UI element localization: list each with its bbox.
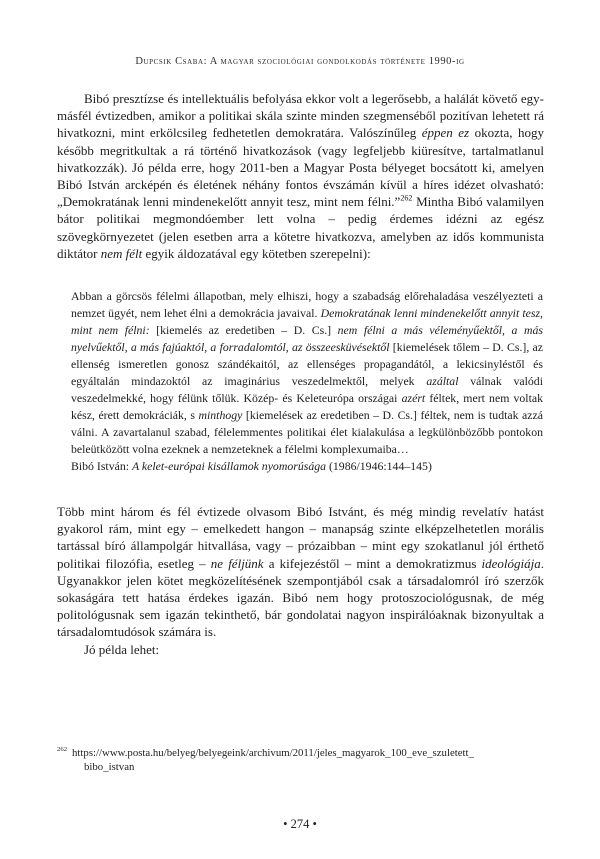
page-body <box>57 90 544 658</box>
footnote <box>57 746 556 774</box>
paragraph: Jó példa lehet: <box>84 641 160 657</box>
quote-text: Abban a görcsös félelmi állapotban, mely elhiszi, hogy a szabadság előrehaladása veszélyezteti a nemzet ügyét, nem lehet élni a demokrácia javaival. Demokratának lenni mindenekelőtt annyit tesz, mint nem félni: [kiemelés az eredetiben – D. Cs.] nem félni a más véleményűektől, a más nyelvűektől, a más fajúaktól, a forradalomtól, az összeesküvésektől [kiemelések tőlem – D. Cs.], az ellenség ismeretlen gonosz szándékaitól, az ellenséges propagandától, a lekicsinyléstől és egyáltalán mindazoktól az imaginárius veszedelmektől, melyek azáltal válnak valódi veszedelmekké, hogy félünk tőlük. Közép- és Keleteurópa országai azért féltek, mert nem voltak kész, érett demokráciák, s minthogy [kiemelések az eredetiben – D. Cs.] féltek, nem is tudtak azzá válni. A zavartalanul szabad, félelemmentes politikai élet kialakulása a legkülönbözőbb pontokon beleütközött volna ezeknek a nemzeteknek a félelmi komplexumaiba… <box>71 289 543 457</box>
paragraph: Több mint három és fél évtizede olvasom Bibó Istvánt, és még mindig revelatív hatást gyakorol rám, mint egy – emelkedett hangon – manapság szinte elképzelhetetlen morális tartással bíró állampolgár hitvallása, vagy – prózaibban – mint egy szokatlanul jól érthető politikai filozófia, esetleg – ne féljünk a kifejezéstől – mint a demokratizmus ideológiája. Ugyanakkor jelen kötet megközelítésének szempontjából csak a társadalomról író szerzők sokaságára tett hatása érdekes igazán. Bibó nem hogy protoszociológusnak, de még politológusnak sem igazán tekinthető, bár gondolatai nagyon inspirálóaknak bizonyultak a társadalomtudósok számára is. <box>57 504 544 640</box>
footnote-marker: 262 <box>57 746 68 754</box>
footnote-url: https://www.posta.hu/belyeg/belyegeink/archivum/2011/jeles_magyarok_100_eve_szuletett_ <box>72 747 474 759</box>
page-number: • 274 • <box>283 817 317 831</box>
block-quote <box>71 288 543 475</box>
footnote-url-continued: bibo_istvan <box>84 761 135 773</box>
paragraph: Bibó presztízse és intellektuális befolyása ekkor volt a legerősebb, a halálát követő egy-másfél évtizedben, amikor a politikai skála szinte minden szegmenséből pozitívan lehetett rá hivatkozni, mint erkölcsileg fedhetetlen demokratára. Valószínűleg éppen ez okozta, hogy később megritkultak a rá történő hivatkozások (vagy legfeljebb kiüresítve, tartalmatlanul hivatkozzák). Jó példa erre, hogy 2011-ben a Magyar Posta bélyeget bocsátott ki, amelyen Bibó István arcképén és életének néhány fontos évszámán kívül a híres idézet olvasható: „Demokratának lenni mindenekelőtt annyit tesz, mint nem félni.”$^{262}$ Mintha Bibó valamilyen bátor politikai megmondóember lett volna – pedig érdemes idézni az egész szövegkörnyezetet (jelen esetben arra a kötetre hivatkozva, amelyben az idős kommunista diktátor nem félt egyik áldozatával egy kötetben szerepelni): <box>57 91 544 261</box>
quote-source: Bibó István: A kelet-európai kisállamok nyomorúsága (1986/1946:144–145) <box>71 459 432 474</box>
running-header: Dupcsik Csaba: A magyar szociológiai gondolkodás története 1990-ig <box>135 56 465 67</box>
